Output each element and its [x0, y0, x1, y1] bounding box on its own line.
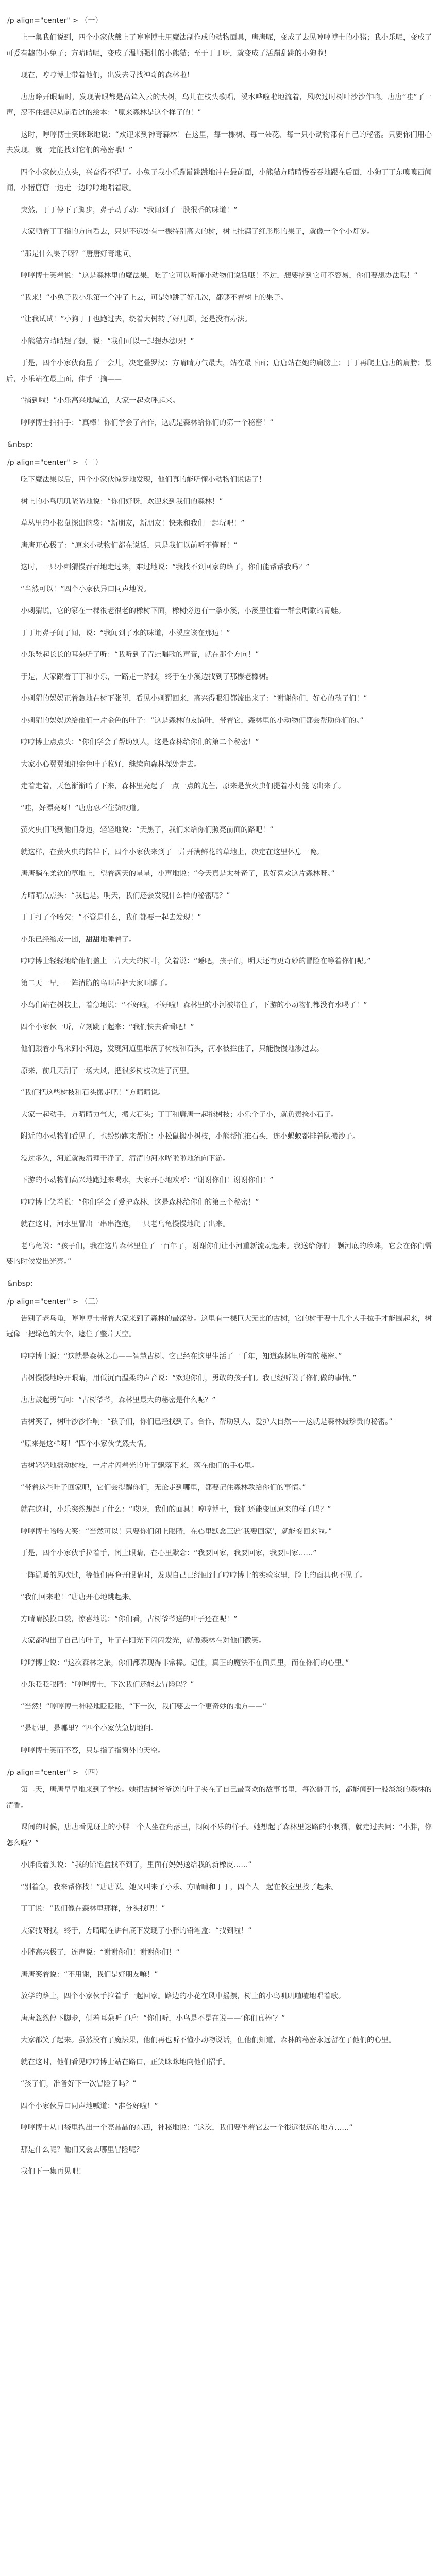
- paragraph: “哇，好漂亮呀！”唐唐忍不住赞叹道。: [21, 804, 144, 812]
- paragraph: 古树慢慢地睁开眼睛，用低沉而温柔的声音说：“欢迎你们，勇敢的孩子们。我已经听说了你们做的事情。”: [21, 1374, 357, 1382]
- paragraph: 古树笑了，树叶沙沙作响：“孩子们，你们已经找到了。合作、帮助别人、爱护大自然——这就是森林最珍贵的秘密。”: [21, 1418, 393, 1426]
- paragraph: 哼哼博士说：“这次森林之旅，你们都表现得非常棒。记住，真正的魔法不在面具里，而在你们的心里。”: [21, 1658, 349, 1667]
- paragraph: 唐唐开心极了：“原来小动物们都在说话，只是我们以前听不懂呀！”: [21, 541, 238, 550]
- paragraph: 于是，大家跟着丁丁和小乐，一路走一路找，终于在小溪边找到了那棵老橡树。: [21, 672, 273, 681]
- paragraph: 第二天一早，一阵清脆的鸟叫声把大家叫醒了。: [21, 979, 172, 988]
- paragraph: 走着走着，天色渐渐暗了下来，森林里亮起了一点一点的光芒，原来是萤火虫们提着小灯笼飞出来了。: [21, 782, 345, 790]
- paragraph: “我们回来啦！”唐唐开心地跳起来。: [21, 1593, 137, 1601]
- paragraph: 这时，哼哼博士笑眯眯地说：“欢迎来到神奇森林！在这里，每一棵树、每一朵花、每一只小动物都有自己的秘密。只要你们用心去发现，就一定能找到它们的秘密哦！”: [6, 130, 432, 155]
- paragraph: 没过多久，河道就被清理干净了，清清的河水哗啦啦地流向下游。: [21, 1154, 230, 1163]
- paragraph: 放学的路上，四个小家伙手拉着手一起回家。路边的小花在风中摇摆，树上的小鸟叽叽喳喳地唱着歌。: [21, 1992, 345, 2001]
- paragraph: 下游的小动物们高兴地跑过来喝水，大家开心地欢呼：“谢谢你们！谢谢你们！”: [21, 1176, 274, 1184]
- paragraph: “当然！”哼哼博士神秘地眨眨眼，“下一次，我们要去一个更奇妙的地方——”: [21, 1702, 267, 1711]
- paragraph: 哼哼博士点点头：“你们学会了帮助别人，这是森林给你们的第二个秘密！”: [21, 738, 259, 747]
- paragraph: 小胖低着头说：“我的铅笔盒找不到了，里面有妈妈送给我的新橡皮……”: [21, 1861, 252, 1869]
- paragraph: 于是，四个小家伙商量了一会儿，决定叠罗汉：方晴晴力气最大，站在最下面；唐唐站在她的肩膀上；丁丁再爬上唐唐的肩膀；最后，小乐站在最上面，伸手一摘——: [6, 359, 432, 383]
- paragraph: 丁丁打了个哈欠：“不管是什么，我们都要一起去发现！”: [21, 913, 201, 922]
- paragraph: 四个小家伙异口同声地喊道：“准备好啦！”: [21, 2102, 158, 2110]
- paragraph: “摘到啦！”小乐高兴地喊道，大家一起欢呼起来。: [21, 397, 180, 405]
- paragraph: “那是什么果子呀？”唐唐好奇地问。: [21, 249, 137, 258]
- paragraph: 哼哼博士笑着说：“这是森林里的魔法果，吃了它可以听懂小动物们说话哦！不过，想要摘到它可不容易，你们要想办法哦！”: [21, 272, 418, 280]
- paragraph: 告别了老乌龟，哼哼博士带着大家来到了森林的最深处。这里有一棵巨大无比的古树，它的树干要十几个人手拉手才能围起来，树冠像一把绿色的大伞，遮住了整片天空。: [6, 1314, 432, 1338]
- paragraph: 哼哼博士轻轻地给他们盖上一片大大的树叶，笑着说：“睡吧，孩子们，明天还有更奇妙的冒险在等着你们呢。”: [21, 957, 371, 965]
- paragraph: 哼哼博士笑而不答，只是指了指窗外的天空。: [21, 1746, 165, 1755]
- paragraph: 小刺猬的妈妈送给他们一片金色的叶子：“这是森林的友谊叶，带着它，森林里的小动物们都会帮助你们的。”: [21, 716, 364, 725]
- paragraph: “当然可以！”四个小家伙异口同声地说。: [21, 585, 151, 594]
- paragraph: 小鸟们站在树枝上，着急地说：“不好啦，不好啦！森林里的小河被堵住了，下游的小动物们都没有水喝了！”: [21, 1001, 367, 1009]
- paragraph: 哼哼博士从口袋里掏出一个亮晶晶的东西，神秘地说：“这次，我们要坐着它去一个很远很远的地方……”: [21, 2124, 353, 2132]
- paragraph: “别着急，我来帮你找！”唐唐说。她又叫来了小乐、方晴晴和丁丁，四个人一起在教室里找了起来。: [21, 1883, 339, 1891]
- paragraph: 哼哼博士笑着说：“你们学会了爱护森林，这是森林给你们的第三个秘密！”: [21, 1198, 259, 1207]
- paragraph: “我们把这些树枝和石头搬走吧！”方晴晴说。: [21, 1089, 165, 1097]
- paragraph: “带着这些叶子回家吧，它们会提醒你们，无论走到哪里，都要记住森林教给你们的事情。”: [21, 1483, 306, 1492]
- paragraph: 他们跟着小鸟来到小河边，发现河道里堆满了树枝和石头，河水被拦住了，只能慢慢地渗过去。: [21, 1045, 324, 1053]
- paragraph: 方晴晴摸摸口袋，惊喜地说：“你们看，古树爷爷送的叶子还在呢！”: [21, 1615, 238, 1623]
- section-heading: /p align="center" > （四）: [7, 1769, 103, 1777]
- paragraph: 唐唐忽然停下脚步，侧着耳朵听了听：“你们听，小鸟是不是在说——‘你们真棒’？”: [21, 2014, 285, 2023]
- paragraph: “孩子们，准备好下一次冒险了吗？”: [21, 2080, 137, 2088]
- paragraph: 树上的小鸟叽叽喳喳地说：“你们好呀，欢迎来到我们的森林！”: [21, 497, 223, 506]
- paragraph: 就在这时，他们看见哼哼博士站在路口，正笑眯眯地向他们招手。: [21, 2058, 230, 2066]
- paragraph: 四个小家伙点点头，兴奋得不得了。小兔子我小乐蹦蹦跳跳地冲在最前面，小熊猫方晴晴慢吞吞地跟在后面，小狗丁丁东嗅嗅西闻闻，小猪唐唐一边走一边哼哼地唱着歌。: [6, 168, 432, 192]
- paragraph: 就在这时，小乐突然想起了什么：“哎呀，我们的面具！哼哼博士，我们还能变回原来的样子吗？”: [21, 1505, 331, 1514]
- paragraph: “是哪里，是哪里？”四个小家伙急切地问。: [21, 1724, 158, 1733]
- paragraph: “让我试试！”小狗丁丁也跑过去，绕着大树转了好几圈，还是没有办法。: [21, 315, 252, 324]
- paragraph: “我来！”小兔子我小乐第一个冲了上去，可是她跳了好几次，都够不着树上的果子。: [21, 293, 288, 302]
- paragraph: 小胖高兴极了，连声说：“谢谢你们！谢谢你们！”: [21, 1948, 180, 1957]
- paragraph: 大家都笑了起来。虽然没有了魔法果，他们再也听不懂小动物说话，但他们知道，森林的秘密永远留在了他们的心里。: [21, 2036, 396, 2044]
- nbsp-marker: &nbsp;: [7, 1279, 33, 1288]
- section-heading: /p align="center" > （三）: [7, 1297, 103, 1306]
- paragraph: 哼哼博士哈哈大笑：“当然可以！只要你们闭上眼睛，在心里默念三遍‘我要回家’，就能变回来啦。”: [21, 1527, 332, 1536]
- paragraph: 丁丁说：“我们像在森林里那样，分头找吧！”: [21, 1905, 165, 1913]
- section-1: [6, 12, 432, 431]
- paragraph: 大家一起动手，方晴晴力气大，搬大石头；丁丁和唐唐一起拖树枝；小乐个子小，就负责捡小石子。: [21, 1110, 338, 1119]
- paragraph: 小乐眨眨眼睛：“哼哼博士，下次我们还能去冒险吗？”: [21, 1681, 194, 1689]
- paragraph: 古树轻轻地摇动树枝，一片片闪着光的叶子飘落下来，落在他们的手心里。: [21, 1462, 259, 1470]
- paragraph: 唐唐躺在柔软的草地上，望着满天的星星，小声地说：“今天真是太神奇了，我好喜欢这片森林呀。”: [21, 870, 335, 878]
- paragraph: 原来，前几天刮了一场大风，把很多树枝吹进了河里。: [21, 1066, 194, 1075]
- paragraph: 小乐已经缩成一团，甜甜地睡着了。: [21, 935, 136, 944]
- section-2: [6, 454, 432, 1270]
- paragraph: 大家找呀找，终于，方晴晴在讲台底下发现了小胖的铅笔盒：“找到啦！”: [21, 1926, 252, 1935]
- section-4: [6, 1765, 432, 2180]
- paragraph: “原来是这样呀！”四个小家伙恍然大悟。: [21, 1439, 151, 1448]
- paragraph: 现在，哼哼博士带着他们，出发去寻找神奇的森林啦！: [21, 71, 194, 79]
- paragraph: 唐唐睁开眼睛时，发现满眼都是高耸入云的大树，鸟儿在枝头歌唱，溪水哗啦啦地流着，风吹过时树叶沙沙作响。唐唐“哇”了一声，忍不住想起从前看过的绘本：“原来森林是这个样子的！”: [6, 93, 432, 117]
- paragraph: 四个小家伙一听，立刻跳了起来：“我们快去看看吧！”: [21, 1023, 194, 1031]
- paragraph: 老乌龟说：“孩子们，我在这片森林里住了一百年了，谢谢你们让小河重新流动起来。我送给你们一颗河底的珍珠，它会在你们需要的时候发出光亮。”: [6, 1242, 432, 1266]
- paragraph: 就这样，在萤火虫的陪伴下，四个小家伙来到了一片开满鲜花的草地上，决定在这里休息一晚。: [21, 848, 324, 856]
- paragraph: 课间的时候，唐唐看见班上的小胖一个人坐在角落里，闷闷不乐的样子。她想起了森林里迷路的小刺猬，就走过去问：“小胖，你怎么啦？”: [6, 1823, 432, 1848]
- paragraph: 于是，四个小家伙手拉着手，闭上眼睛，在心里默念：“我要回家，我要回家，我要回家……”: [21, 1549, 317, 1557]
- paragraph: 大家顺着丁丁指的方向看去，只见不远处有一棵特别高大的树，树上挂满了红彤彤的果子，就像一个个小灯笼。: [21, 228, 374, 236]
- section-3: [6, 1294, 432, 1759]
- paragraph: 第二天，唐唐早早地来到了学校。她把古树爷爷送的叶子夹在了自己最喜欢的故事书里，每次翻开书，都能闻到一股淡淡的森林的清香。: [6, 1786, 432, 1810]
- section-heading: /p align="center" > （二）: [7, 459, 103, 467]
- paragraph: 就在这时，河水里冒出一串串泡泡，一只老乌龟慢慢地爬了出来。: [21, 1220, 230, 1228]
- paragraph: 那是什么呢？他们又会去哪里冒险呢？: [21, 2145, 143, 2154]
- paragraph: 小熊猫方晴晴想了想，说：“我们可以一起想办法呀！”: [21, 337, 194, 346]
- paragraph: 吃下魔法果以后，四个小家伙惊讶地发现，他们真的能听懂小动物们说话了！: [21, 476, 266, 484]
- paragraph: 丁丁用鼻子闻了闻，说：“我闻到了水的味道，小溪应该在那边！”: [21, 629, 230, 637]
- paragraph: 我们下一集再见吧！: [21, 2167, 86, 2176]
- paragraph: 小刺猬的妈妈正着急地在树下张望，看见小刺猬回来，高兴得眼泪都流出来了：“谢谢你们，好心的孩子们！”: [21, 694, 367, 703]
- paragraph: 萤火虫们飞到他们身边，轻轻地说：“天黑了，我们来给你们照亮前面的路吧！”: [21, 826, 274, 834]
- paragraph: 唐唐鼓起勇气问：“古树爷爷，森林里最大的秘密是什么呢？”: [21, 1396, 216, 1404]
- paragraph: 唐唐笑着说：“不用谢，我们是好朋友嘛！”: [21, 1970, 158, 1979]
- paragraph: 方晴晴点点头：“我也是。明天，我们还会发现什么样的秘密呢？”: [21, 891, 230, 900]
- paragraph: 大家都掏出了自己的叶子，叶子在阳光下闪闪发光，就像森林在对他们微笑。: [21, 1637, 266, 1645]
- paragraph: 小刺猬说，它的家在一棵很老很老的橡树下面，橡树旁边有一条小溪，小溪里住着一群会唱歌的青蛙。: [21, 607, 345, 615]
- paragraph: 附近的小动物们看见了，也纷纷跑来帮忙：小松鼠搬小树枝，小熊帮忙推石头，连小蚂蚁都排着队搬沙子。: [21, 1132, 360, 1141]
- paragraph: 草丛里的小松鼠探出脑袋：“新朋友，新朋友！快来和我们一起玩吧！”: [21, 519, 245, 528]
- paragraph: 上一集我们说到，四个小家伙戴上了哼哼博士用魔法制作成的动物面具，唐唐呢，变成了去见哼哼博士的小猪；我小乐呢，变成了可爱有趣的小兔子；方晴晴呢，变成了温顺强壮的小熊猫；至于丁丁呀，就变成了活蹦乱跳的小狗啦！: [6, 33, 432, 58]
- paragraph: 这时，一只小刺猬慢吞吞地走过来，难过地说：“我找不到回家的路了，你们能帮帮我吗？”: [21, 563, 310, 571]
- paragraph: 哼哼博士说：“这就是森林之心——智慧古树。它已经在这里生活了一千年，知道森林里所有的秘密。”: [21, 1352, 342, 1361]
- paragraph: 一阵温暖的风吹过，等他们再睁开眼睛时，发现自己已经回到了哼哼博士的实验室里，脸上的面具也不见了。: [21, 1571, 367, 1580]
- paragraph: 大家小心翼翼地把金色叶子收好，继续向森林深处走去。: [21, 760, 201, 769]
- section-heading: /p align="center" > （一）: [7, 16, 103, 25]
- nbsp-marker: &nbsp;: [7, 440, 33, 449]
- paragraph: 哼哼博士拍拍手：“真棒！你们学会了合作，这就是森林给你们的第一个秘密！”: [21, 418, 274, 427]
- paragraph: 小乐竖起长长的耳朵听了听：“我听到了青蛙唱歌的声音，就在那个方向！”: [21, 651, 259, 659]
- paragraph: 突然，丁丁停下了脚步，鼻子动了动：“我闻到了一股很香的味道！”: [21, 206, 238, 214]
